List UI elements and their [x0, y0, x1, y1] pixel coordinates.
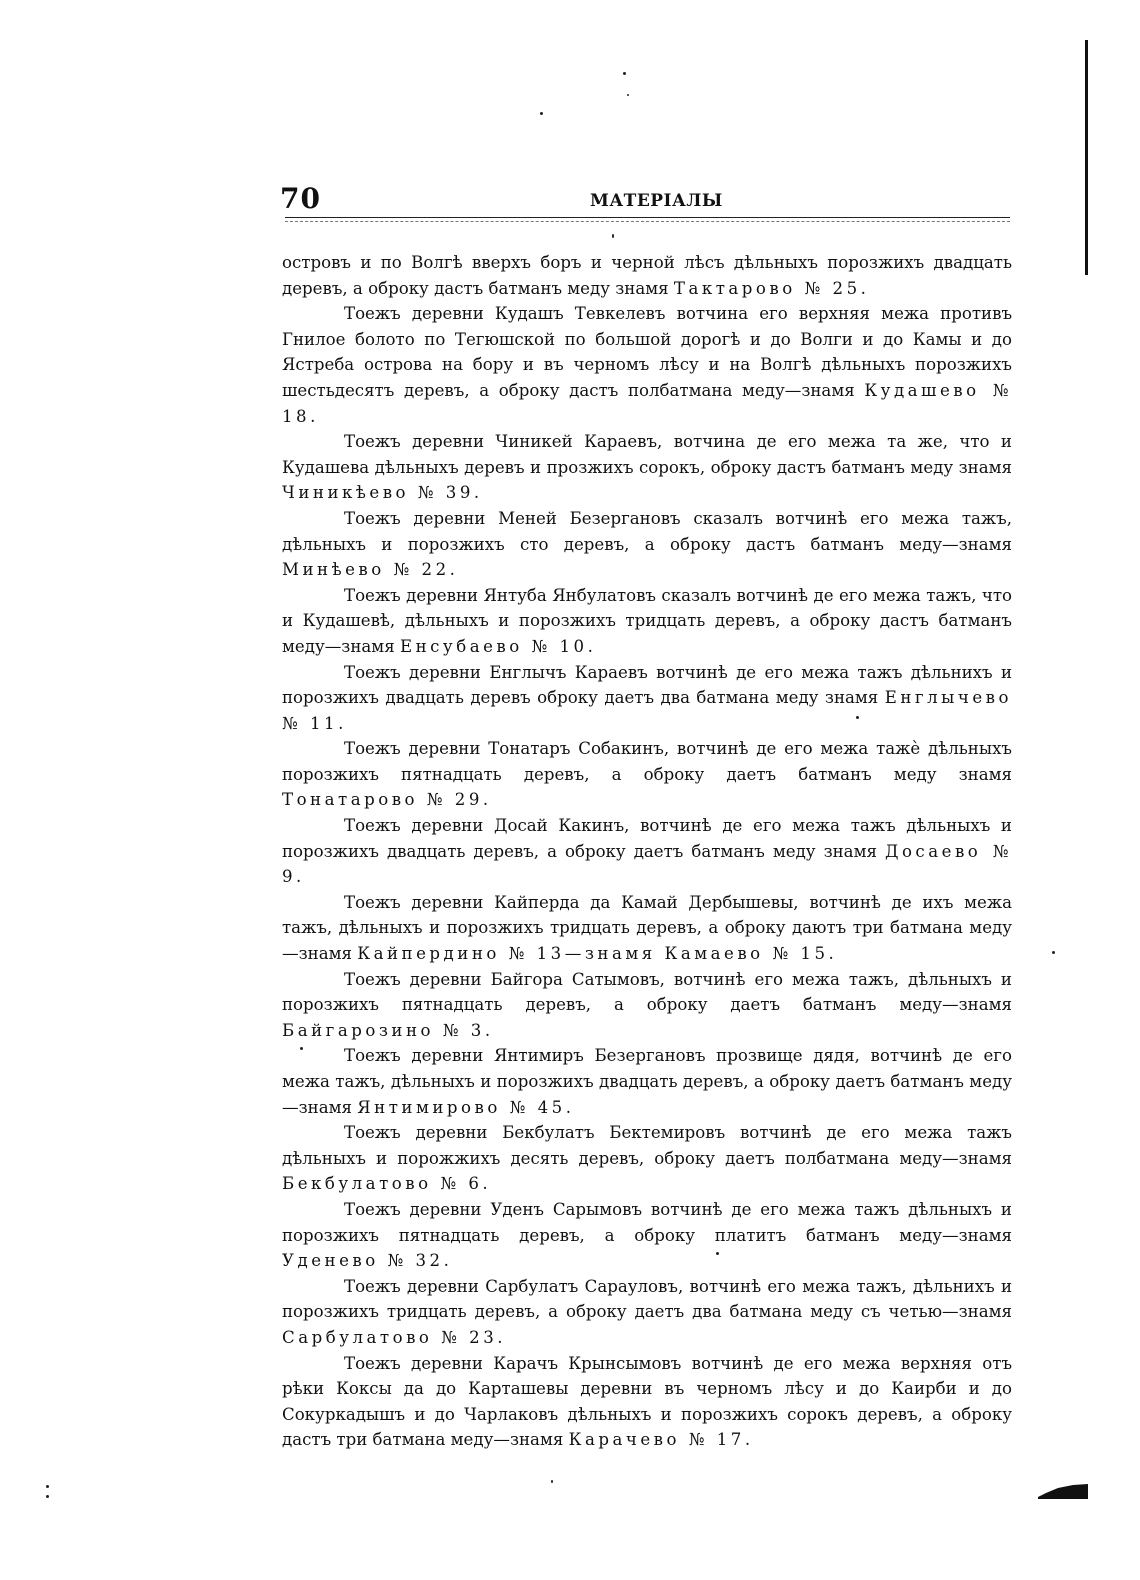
scan-speck	[856, 716, 859, 719]
paragraph-text: Тоежъ деревни Чиникей Караевъ, вотчина де его межа та же, что и Кудашева дѣльныхъ деревъ и прозжихъ сорокъ, оброку дастъ батманъ меду знамя	[282, 432, 1012, 477]
scan-speck	[46, 1485, 49, 1488]
paragraph-text: Тоежъ деревни Байгора Сатымовъ, вотчинѣ его межа тажъ, дѣльныхъ и порозжихъ пятнадцать деревъ, а оброку даетъ батманъ меду—знамя	[282, 969, 1012, 1015]
paragraph	[282, 250, 1012, 301]
scan-speck	[300, 1047, 303, 1050]
scan-speck	[1052, 951, 1055, 954]
paragraph	[282, 429, 1012, 506]
paragraph	[282, 583, 1012, 660]
village-mark: Досаево № 9.	[282, 841, 1012, 887]
village-mark: Чиникѣево № 39.	[282, 483, 483, 503]
paragraph-text: Тоежъ деревни Кайперда да Камай Дербышевы, вотчинѣ де ихъ межа тажъ, дѣльныхъ и порозжихъ тридцать деревъ, а оброку даютъ три батмана меду—знамя	[282, 892, 1012, 964]
page-number: 70	[280, 182, 321, 215]
running-title: МАТЕРІАЛЫ	[590, 191, 723, 211]
paragraph-text: Тоежъ деревни Кудашъ Тевкелевъ вотчина его верхняя межа противъ Гнилое болото по Тегюшской по большой дорогѣ и до Волги и до Камы и до Ястреба острова на бору и въ черномъ лѣсу и на Волгѣ дѣльныхъ порозжихъ шестьдесятъ деревъ, а оброку дастъ полбатмана меду—знамя	[282, 304, 1012, 400]
paragraph-text: Тоежъ деревни Енглычъ Караевъ вотчинѣ де его межа тажъ дѣльнихъ и порозжихъ двадцать деревъ оброку даетъ два батмана меду знамя	[282, 662, 1012, 708]
village-mark: Сарбулатово № 23.	[282, 1327, 507, 1347]
scan-speck	[623, 72, 626, 75]
village-mark: Минѣево № 22.	[282, 560, 459, 580]
village-mark: Байгарозино № 3.	[282, 1020, 494, 1040]
village-mark: Кудашево № 18.	[282, 380, 1012, 426]
paragraph	[282, 1043, 1012, 1120]
scan-speck	[716, 1252, 719, 1255]
village-mark: Уденево № 32.	[282, 1251, 453, 1271]
village-mark: Карачево № 17.	[568, 1430, 754, 1450]
scan-speck	[612, 234, 614, 238]
scan-speck	[46, 1495, 49, 1498]
village-mark: Кайпердино № 13—знамя Камаево № 15.	[357, 944, 838, 964]
paragraph-text: Тоежъ деревни Сарбулатъ Сарауловъ, вотчинѣ его межа тажъ, дѣльнихъ и порозжихъ тридцать деревъ, а оброку даетъ два батмана меду съ четью—знамя	[282, 1276, 1012, 1322]
village-mark: Янтимирово № 45.	[357, 1097, 575, 1117]
paragraph	[282, 1351, 1012, 1453]
page-header	[280, 182, 1010, 222]
paragraph	[282, 506, 1012, 583]
scan-speck	[551, 1480, 553, 1483]
paragraph	[282, 1274, 1012, 1351]
village-mark: Бекбулатово № 6.	[282, 1174, 492, 1194]
paragraph	[282, 660, 1012, 737]
paragraph	[282, 1197, 1012, 1274]
body-text	[282, 250, 1012, 1453]
paragraph-text: Тоежъ деревни Тонатаръ Собакинъ, вотчинѣ де его межа тажѐ дѣльныхъ порозжихъ пятнадцать деревъ, а оброку даетъ батманъ меду знамя	[282, 739, 1012, 784]
paragraph-text: островъ и по Волгѣ вверхъ боръ и черной лѣсъ дѣльныхъ порозжихъ двадцать деревъ, а оброку дастъ батманъ меду знамя	[282, 253, 1012, 298]
paragraph	[282, 736, 1012, 813]
margin-scan-bar	[1085, 40, 1088, 275]
paragraph-text: Тоежъ деревни Янтуба Янбулатовъ сказалъ вотчинѣ де его межа тажъ, что и Кудашевѣ, дѣльныхъ и порозжихъ тридцать деревъ, а оброку дастъ батманъ меду—знамя	[282, 585, 1012, 656]
header-rule-dashes	[285, 221, 1010, 222]
paragraph-text: Тоежъ деревни Уденъ Сарымовъ вотчинѣ де его межа тажъ дѣльныхъ и порозжихъ пятнадцать деревъ, а оброку платитъ батманъ меду—знамя	[282, 1199, 1012, 1245]
paragraph	[282, 1120, 1012, 1197]
paragraph-text: Тоежъ деревни Бекбулатъ Бектемировъ вотчинѣ де его межа тажъ дѣльныхъ и порожжихъ десять деревъ, оброку даетъ полбатмана меду—знамя	[282, 1123, 1012, 1168]
paragraph	[282, 967, 1012, 1044]
paragraph	[282, 813, 1012, 890]
village-mark: Енсубаево № 10.	[399, 636, 597, 656]
paragraph-text: Тоежъ деревни Карачъ Крынсымовъ вотчинѣ де его межа верхняя отъ рѣки Коксы да до Карташевы деревни въ черномъ лѣсу и до Каирби и до Сокуркадышъ и до Чарлаковъ дѣльныхъ и порозжихъ сорокъ деревъ, а оброку дастъ три батмана меду—знамя	[282, 1353, 1012, 1450]
village-mark: Тонатарово № 29.	[282, 790, 492, 810]
paragraph-text: Тоежъ деревни Меней Безергановъ сказалъ вотчинѣ его межа тажъ, дѣльныхъ и порозжихъ сто деревъ, а оброку дастъ батманъ меду—знамя	[282, 508, 1012, 554]
paragraph-text: Тоежъ деревни Досай Какинъ, вотчинѣ де его межа тажъ дѣльныхъ и порозжихъ двадцать деревъ, а оброку даетъ батманъ меду знамя	[282, 816, 1012, 861]
village-mark: Енглычево № 11.	[282, 688, 1012, 733]
paragraph-text: Тоежъ деревни Янтимиръ Безергановъ прозвище дядя, вотчинѣ де его межа тажъ, дѣльныхъ и порозжихъ двадцать деревъ, а оброку даетъ батманъ меду—знамя	[282, 1046, 1012, 1117]
village-mark: Тактарово № 25.	[673, 278, 870, 298]
header-rule	[285, 217, 1010, 218]
paragraph	[282, 890, 1012, 967]
scan-speck	[627, 94, 629, 96]
scan-speck	[540, 112, 543, 115]
paragraph	[282, 301, 1012, 429]
scan-corner-mark	[1038, 1483, 1088, 1499]
